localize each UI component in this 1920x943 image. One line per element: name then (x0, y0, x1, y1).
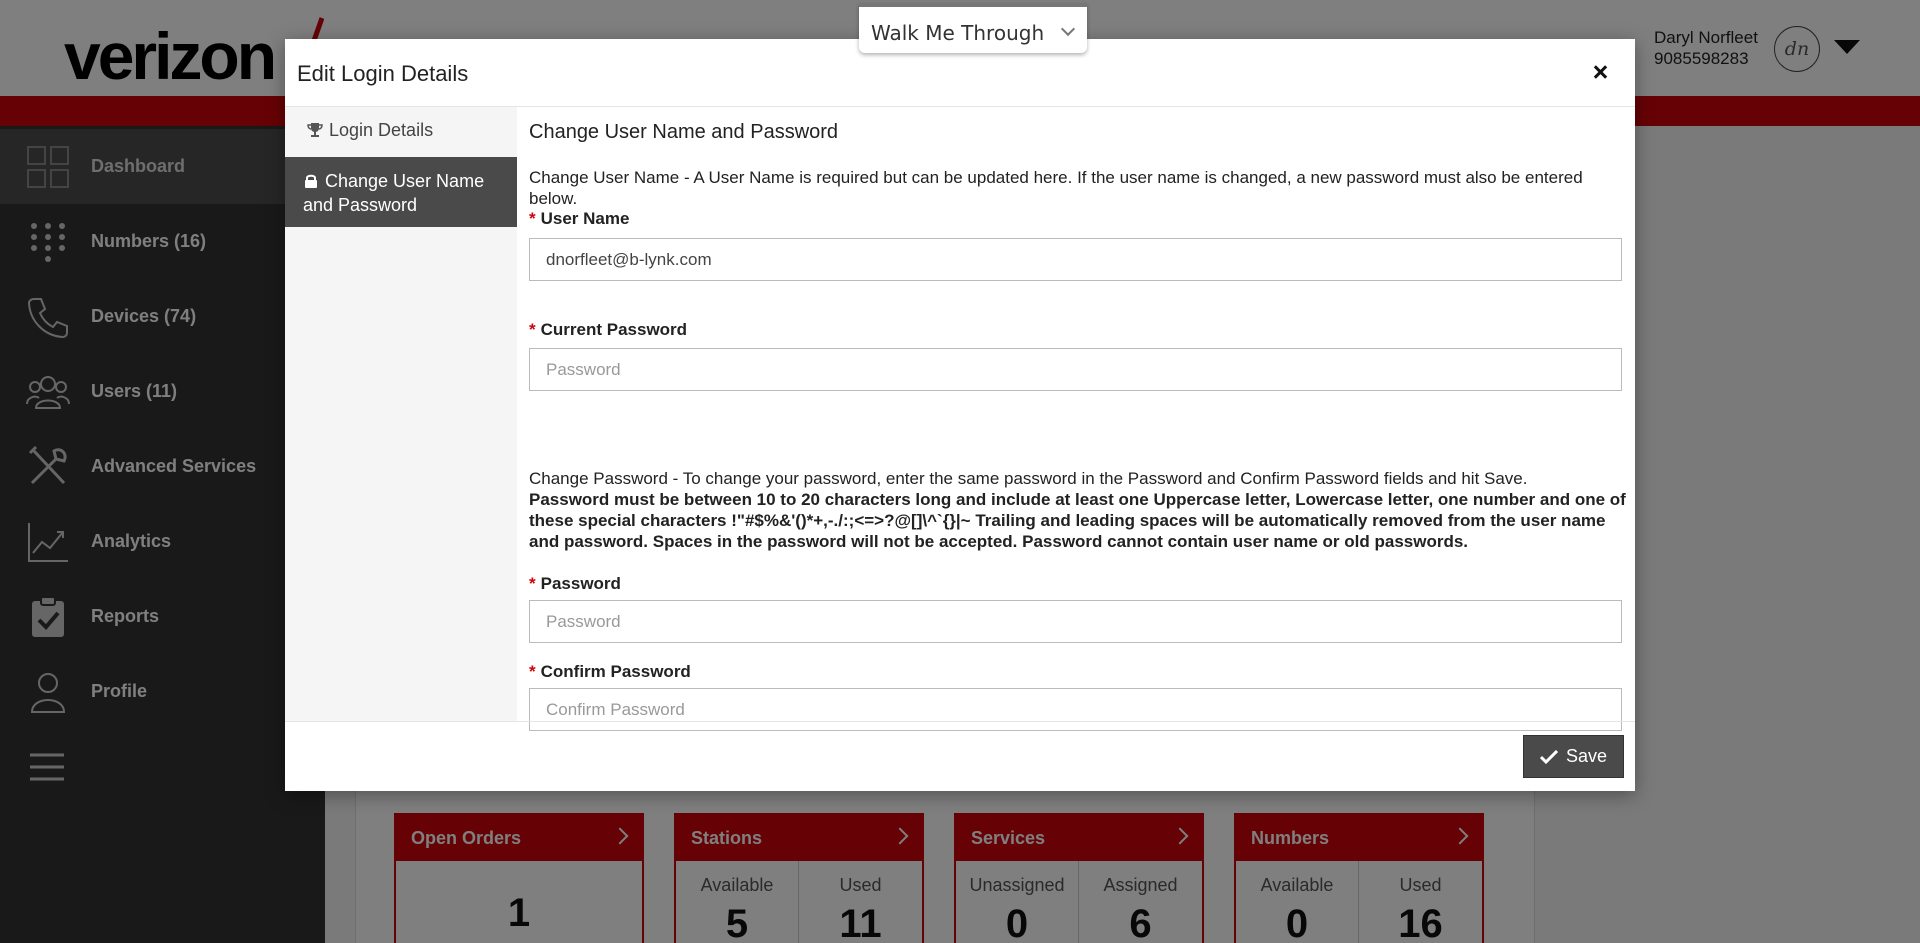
password-description (529, 468, 1629, 552)
modal-body (517, 107, 1635, 721)
tab-login-details[interactable] (285, 107, 517, 157)
required-mark: * (529, 662, 536, 681)
password-field[interactable] (529, 600, 1622, 643)
save-label: Save (1565, 746, 1608, 766)
required-mark: * (529, 209, 536, 228)
trophy-icon (307, 122, 323, 138)
modal-title: Edit Login Details (297, 61, 469, 86)
password-description-intro: Change Password - To change your password, enter the same password in the Password and Confirm Password fields and hit Save. (529, 469, 1528, 488)
password-rules: Password must be between 10 to 20 characters long and include at least one Uppercase letter, Lowercase letter, one number and one of these special characters !"#$%&'()*+,-./:;<=>?@[]\^`{}|~ Trailing and leading spaces will be automatically removed from the user name and password. Spaces in the password will not be accepted. Password cannot contain user name or old passwords. (529, 490, 1626, 551)
tab-label: Login Details (329, 120, 434, 140)
modal-footer (285, 721, 1635, 791)
required-mark: * (529, 574, 536, 593)
tab-label: Change User Name and Password (303, 171, 485, 215)
save-button[interactable] (1523, 735, 1624, 778)
walk-me-through-dropdown[interactable] (859, 3, 1087, 53)
walkme-label: Walk Me Through (871, 21, 1045, 45)
chevron-down-icon (1061, 22, 1075, 36)
username-description: Change User Name - A User Name is required but can be updated here. If the user name is changed, a new password must also be entered below. (529, 168, 1583, 208)
required-mark: * (529, 320, 536, 339)
section-title: Change User Name and Password (529, 121, 839, 143)
modal-nav (285, 107, 517, 721)
password-label: * Password (529, 574, 621, 593)
current-password-field[interactable] (529, 348, 1622, 391)
tab-change-user-name-password[interactable] (285, 157, 517, 227)
lock-icon (303, 173, 319, 189)
edit-login-details-modal (285, 39, 1635, 791)
current-password-label: * Current Password (529, 320, 688, 339)
check-icon (1540, 750, 1558, 764)
username-field[interactable] (529, 238, 1622, 281)
username-label: * User Name (529, 209, 630, 228)
confirm-password-label: * Confirm Password (529, 662, 691, 681)
close-icon[interactable] (1593, 65, 1607, 79)
